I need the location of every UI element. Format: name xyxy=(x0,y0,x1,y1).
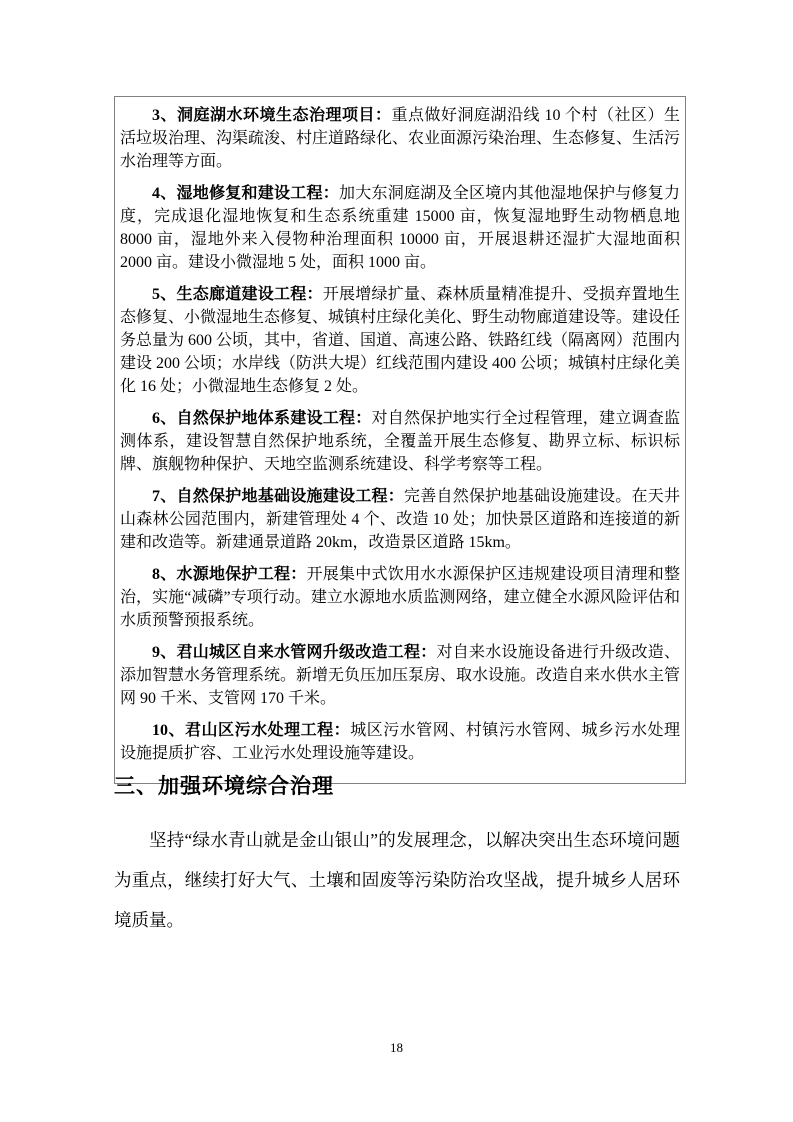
project-item-6-text: 对自然保护地实行全过程管理，建立调查监测体系，建设智慧自然保护地系统，全覆盖开展生态修复、勘界立标、标识标牌、旗舰物种保护、天地空监测系统建设、科学考察等工程。 xyxy=(120,410,680,473)
section-heading: 三、加强环境综合治理 xyxy=(114,775,334,798)
project-item-7-label: 7、自然保护地基础设施建设工程： xyxy=(152,488,404,505)
project-item-4-label: 4、湿地修复和建设工程： xyxy=(152,185,339,202)
section-paragraph: 坚持“绿水青山就是金山银山”的发展理念，以解决突出生态环境问题为重点，继续打好大气、土壤和固废等污染防治攻坚战，提升城乡人居环境质量。 xyxy=(114,830,680,930)
project-item-10-text: 城区污水管网、村镇污水管网、城乡污水处理设施提质扩容、工业污水处理设施等建设。 xyxy=(120,722,680,762)
project-item-5 xyxy=(120,283,680,398)
project-item-3-text: 重点做好洞庭湖沿线 10 个村（社区）生活垃圾治理、沟渠疏浚、村庄道路绿化、农业面源污染治理、生态修复、生活污水治理等方面。 xyxy=(120,107,681,170)
project-item-3 xyxy=(120,104,680,173)
project-list-box xyxy=(114,96,686,784)
project-item-10 xyxy=(120,719,680,765)
project-item-3-label: 3、洞庭湖水环境生态治理项目： xyxy=(152,107,392,124)
project-item-5-text: 开展增绿扩量、森林质量精准提升、受损弃置地生态修复、小微湿地生态修复、城镇村庄绿化美化、野生动物廊道建设等。建设任务总量为 600 公顷，其中，省道、国道、高速公路、铁路红线（隔离网）范围内建设 200 公顷；水岸线（防洪大堤）红线范围内建设 400 公顷；城镇村庄绿化美化 16 处；小微湿地生态修复 2 处。 xyxy=(120,286,681,395)
project-item-7 xyxy=(120,485,680,554)
page-number: 18 xyxy=(390,1040,403,1055)
project-item-8-label: 8、水源地保护工程： xyxy=(152,566,307,583)
project-item-4-text: 加大东洞庭湖及全区境内其他湿地保护与修复力度，完成退化湿地恢复和生态系统重建 15000 亩，恢复湿地野生动物栖息地 8000 亩，湿地外来入侵物种治理面积 10000 亩，开展退耕还湿扩大湿地面积 2000 亩。建设小微湿地 5 处，面积 1000 亩。 xyxy=(120,185,680,271)
project-item-5-label: 5、生态廊道建设工程： xyxy=(152,286,323,303)
project-item-10-label: 10、君山区污水处理工程： xyxy=(152,722,351,739)
project-item-6 xyxy=(120,407,680,476)
project-item-7-text: 完善自然保护地基础设施建设。在天井山森林公园范围内，新建管理处 4 个、改造 10 处；加快景区道路和连接道的新建和改造等。新建通景道路 20km，改造景区道路 15km。 xyxy=(120,488,680,551)
project-item-9-label: 9、君山城区自来水管网升级改造工程： xyxy=(152,644,437,661)
project-item-9 xyxy=(120,641,680,710)
project-item-8-text: 开展集中式饮用水水源保护区违规建设项目清理和整治，实施“减磷”专项行动。建立水源地水质监测网络，建立健全水源风险评估和水质预警预报系统。 xyxy=(120,566,680,629)
project-item-8 xyxy=(120,563,680,632)
project-item-9-text: 对自来水设施设备进行升级改造、添加智慧水务管理系统。新增无负压加压泵房、取水设施。改造自来水供水主管网 90 千米、支管网 170 千米。 xyxy=(120,644,681,707)
project-item-4 xyxy=(120,182,680,274)
project-item-6-label: 6、自然保护地体系建设工程： xyxy=(152,410,372,427)
